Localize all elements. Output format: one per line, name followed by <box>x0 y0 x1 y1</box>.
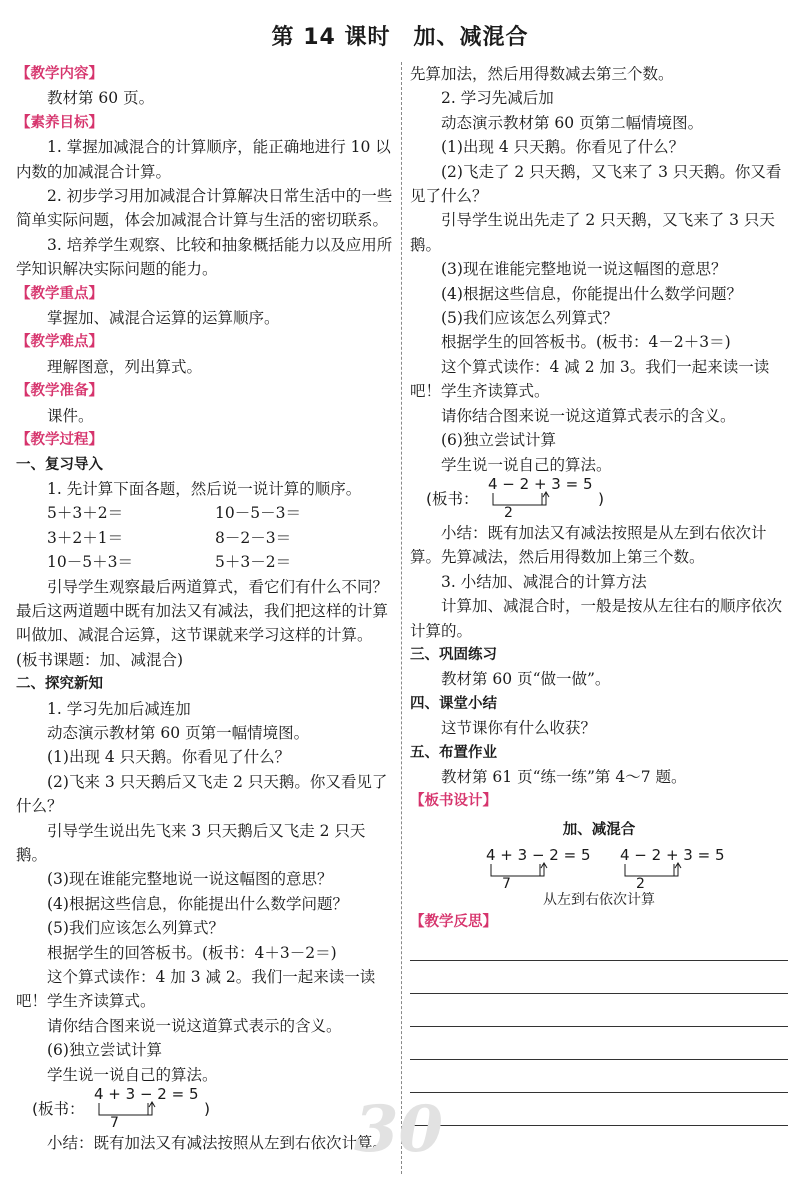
paragraph: 引导学生说出先走了 2 只天鹅，又飞来了 3 只天鹅。 <box>410 211 775 254</box>
paragraph: (5)我们应该怎么列算式？ <box>47 919 224 938</box>
section-tag: 【教学过程】 <box>16 432 103 449</box>
paragraph: 1. 学习先加后减连加 <box>47 699 191 718</box>
paragraph: 3. 小结加、减混合的计算方法 <box>441 572 647 591</box>
paragraph: 理解图意，列出算式。 <box>47 357 203 376</box>
paragraph: 2. 初步学习用加减混合计算解决日常生活中的一些简单实际问题，体会加减混合计算与生活的密切联系。 <box>16 187 393 230</box>
paragraph: 动态演示教材第 60 页第一幅情境图。 <box>47 723 310 742</box>
paragraph: (6)独立尝试计算 <box>47 1041 162 1060</box>
paragraph: (4)根据这些信息，你能提出什么数学问题？ <box>441 284 742 303</box>
board-arrow <box>524 492 549 505</box>
paragraph: (1)出现 4 只天鹅。你看见了什么？ <box>47 748 291 767</box>
paragraph: 教材第 60 页。 <box>47 89 155 108</box>
section-heading: 一、复习导入 <box>16 456 103 473</box>
paragraph: 1. 先计算下面各题，然后说一说计算的顺序。 <box>47 479 362 498</box>
paragraph: (3)现在谁能完整地说一说这幅图的意思？ <box>47 870 333 889</box>
board-design-title: 加、减混合 <box>562 821 636 838</box>
column-divider <box>401 62 402 1174</box>
paragraph: 课件。 <box>47 406 94 425</box>
board-note <box>410 474 788 521</box>
board-bracket <box>99 1103 148 1115</box>
paragraph: 小结：既有加法又有减法按照是从左到右依次计算。先算减法，然后用得数加上第三个数。 <box>410 523 767 567</box>
paragraph: 根据学生的回答板书。(板书：4＋3－2＝) <box>47 943 337 962</box>
paragraph: 引导学生观察最后两道算式，看它们有什么不同？最后这两道题中既有加法又有减法，我们把这样的计算叫做加、减混合运算，这节课就来学习这样的计算。(板书课题：加、减混合) <box>16 577 389 669</box>
design-left-bracket <box>491 864 540 876</box>
exercise-item: 5＋3－2＝ <box>215 553 292 572</box>
paragraph: 小结：既有加法又有减法按照从左到右依次计算。 <box>47 1134 389 1153</box>
board-prefix: (板书： <box>426 489 479 508</box>
section-heading: 四、课堂小结 <box>410 695 497 712</box>
board-note <box>16 1087 394 1131</box>
section-tag: 【教学内容】 <box>16 66 103 82</box>
board-intermediate: 2 <box>504 504 513 521</box>
paragraph: 请你结合图来说一说这道算式表示的含义。 <box>47 1016 342 1035</box>
writing-line <box>410 1026 788 1027</box>
design-right-arrow <box>656 863 681 876</box>
board-design-figure <box>410 814 788 910</box>
design-left-arrow <box>522 863 547 876</box>
paragraph: (4)根据这些信息，你能提出什么数学问题？ <box>47 894 348 913</box>
board-design <box>410 814 788 910</box>
paragraph: 学生说一说自己的算法。 <box>441 455 612 474</box>
paragraph: 根据学生的回答板书。(板书：4－2＋3＝) <box>441 333 731 352</box>
board-suffix: ) <box>204 1100 211 1119</box>
paragraph: 这个算式读作：4 加 3 减 2。我们一起来读一读吧！学生齐读算式。 <box>16 968 376 1011</box>
design-right-expression: 4 − 2 + 3 = 5 <box>620 845 725 864</box>
reflection-lines <box>410 960 788 1126</box>
paragraph: (3)现在谁能完整地说一说这幅图的意思？ <box>441 260 727 279</box>
section-tag: 【教学重点】 <box>16 285 103 302</box>
paragraph: 先算加法，然后用得数减去第三个数。 <box>410 65 674 83</box>
paragraph: 学生说一说自己的算法。 <box>47 1065 218 1084</box>
board-arrow <box>130 1102 155 1115</box>
paragraph: 教材第 60 页“做一做”。 <box>441 670 611 689</box>
design-left-intermediate: 7 <box>502 875 511 892</box>
paragraph: 掌握加、减混合运算的运算顺序。 <box>47 309 280 328</box>
writing-line <box>410 1092 788 1093</box>
section-tag: 【素养目标】 <box>16 114 103 131</box>
writing-line <box>410 993 788 994</box>
exercise-item: 3＋2＋1＝ <box>47 528 124 547</box>
board-intermediate: 7 <box>110 1115 119 1132</box>
board-bracket <box>493 493 542 505</box>
paragraph: (1)出现 4 只天鹅。你看见了什么？ <box>441 138 685 157</box>
section-heading: 五、布置作业 <box>410 744 497 761</box>
section-tag: 【板书设计】 <box>410 793 497 810</box>
section-tag: 【教学反思】 <box>410 913 497 930</box>
board-suffix: ) <box>598 489 605 508</box>
paragraph: 3. 培养学生观察、比较和抽象概括能力以及应用所学知识解决实际问题的能力。 <box>16 235 393 279</box>
right-column <box>410 62 788 1158</box>
writing-line <box>410 960 788 961</box>
board-expression: 4 − 2 + 3 = 5 <box>488 474 593 493</box>
paragraph: 动态演示教材第 60 页第二幅情境图。 <box>441 113 704 132</box>
board-formula <box>488 474 688 521</box>
board-design-caption: 从左到右依次计算 <box>543 891 655 908</box>
exercise-grid <box>16 501 394 574</box>
design-left-expression: 4 + 3 − 2 = 5 <box>486 845 591 864</box>
paragraph: 引导学生说出先飞来 3 只天鹅后又飞走 2 只天鹅。 <box>16 821 366 864</box>
section-tag: 【教学准备】 <box>16 383 103 400</box>
section-tag: 【教学难点】 <box>16 334 103 351</box>
paragraph: (2)飞来 3 只天鹅后又飞走 2 只天鹅。你又看见了什么？ <box>16 772 388 816</box>
paragraph: 这个算式读作：4 减 2 加 3。我们一起来读一读吧！学生齐读算式。 <box>410 357 770 401</box>
left-column <box>16 62 394 1155</box>
writing-line <box>410 1125 788 1126</box>
exercise-item: 10－5－3＝ <box>215 504 301 523</box>
page-number: 30 <box>354 1092 444 1167</box>
paragraph: (6)独立尝试计算 <box>441 431 556 450</box>
writing-line <box>410 1059 788 1060</box>
paragraph: 请你结合图来说一说这道算式表示的含义。 <box>441 406 736 425</box>
section-heading: 二、探究新知 <box>16 676 103 693</box>
exercise-item: 5＋3＋2＝ <box>47 504 124 523</box>
paragraph: 1. 掌握加减混合的计算顺序，能正确地进行 10 以内数的加减混合计算。 <box>16 138 391 181</box>
board-formula <box>94 1085 294 1132</box>
design-right-bracket <box>625 864 674 876</box>
board-prefix: (板书： <box>32 1100 85 1119</box>
design-right-intermediate: 2 <box>636 875 645 892</box>
section-heading: 三、巩固练习 <box>410 646 497 663</box>
exercise-item: 8－2－3＝ <box>215 528 292 547</box>
board-expression: 4 + 3 − 2 = 5 <box>94 1085 199 1104</box>
paragraph: 2. 学习先减后加 <box>441 89 554 108</box>
paragraph: (5)我们应该怎么列算式？ <box>441 309 618 328</box>
paragraph: (2)飞走了 2 只天鹅，又飞来了 3 只天鹅。你又看见了什么？ <box>410 162 782 206</box>
paragraph: 教材第 61 页“练一练”第 4～7 题。 <box>441 767 687 786</box>
exercise-item: 10－5＋3＝ <box>47 553 133 572</box>
paragraph: 计算加、减混合时，一般是按从左往右的顺序依次计算的。 <box>410 597 783 640</box>
page-title: 第 14 课时 加、减混合 <box>271 25 529 50</box>
paragraph: 这节课你有什么收获？ <box>441 719 597 738</box>
